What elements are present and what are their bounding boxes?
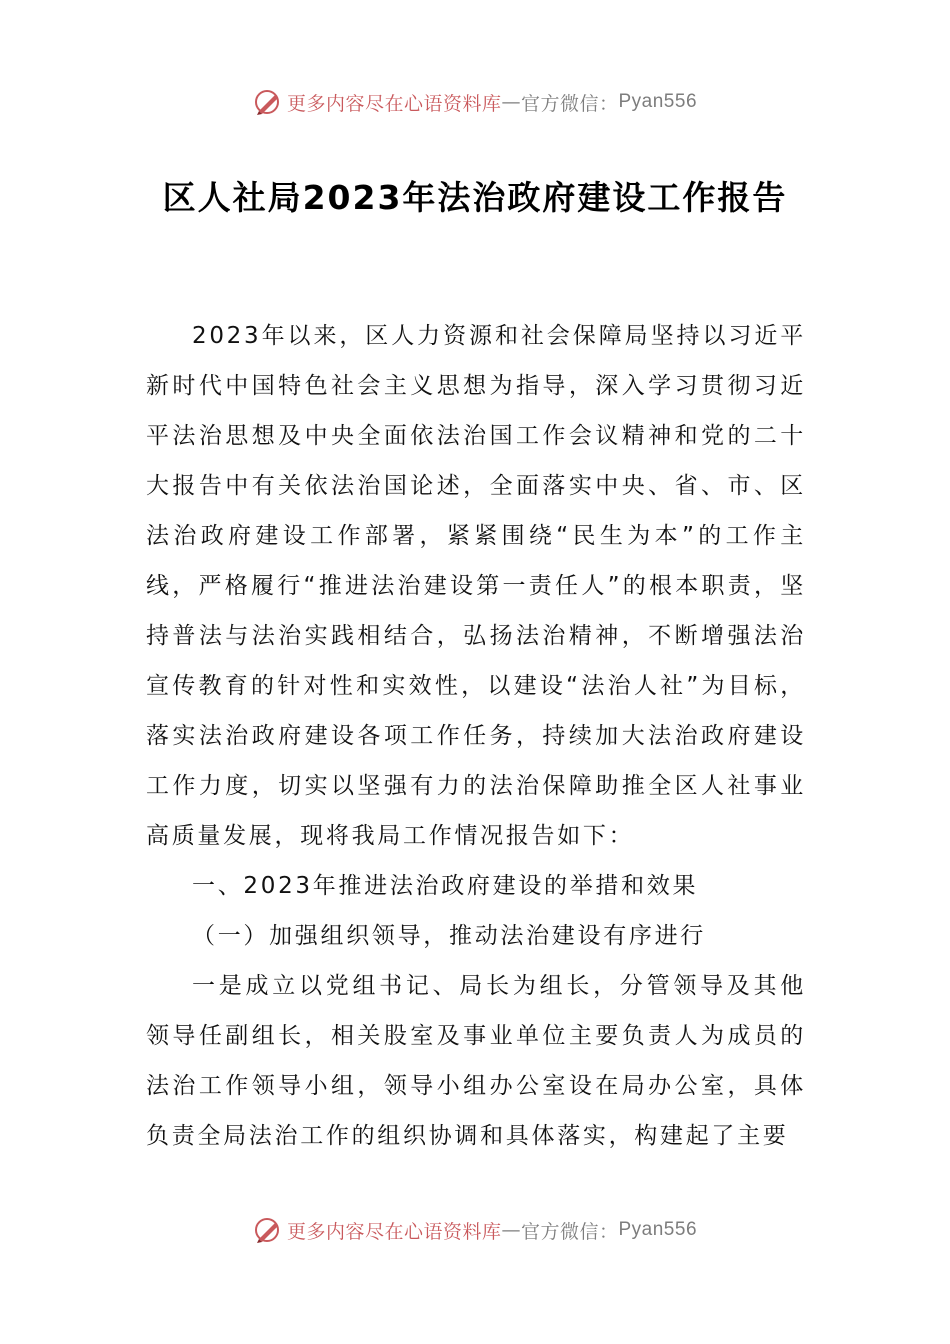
intro-paragraph: 2023年以来，区人力资源和社会保障局坚持以习近平新时代中国特色社会主义思想为指导，深入学习贯彻习近平法治思想及中央全面依法治国工作会议精神和党的二十大报告中有关依法治国论述，全面落实中央、省、市、区法治政府建设工作部署，紧紧围绕“民生为本”的工作主线，严格履行“推进法治建设第一责任人”的根本职责，坚持普法与法治实践相结合，弘扬法治精神，不断增强法治宣传教育的针对性和实效性，以建设“法治人社”为目标，落实法治政府建设各项工作任务，持续加大法治政府建设工作力度，切实以坚强有力的法治保障助推全区人社事业高质量发展，现将我局工作情况报告如下： <box>146 323 806 849</box>
section-heading: 一、2023年推进法治政府建设的举措和效果 <box>192 873 699 899</box>
watermark-site-text: 更多内容尽在心语资料库 <box>286 1220 502 1243</box>
watermark-wechat-label: 官方微信： <box>520 1220 619 1243</box>
watermark-wechat-id: Pyan556 <box>618 91 698 112</box>
watermark-header <box>0 82 950 122</box>
document-title: 区人社局2023年法治政府建设工作报告 <box>162 178 788 217</box>
watermark-separator: — <box>501 1219 521 1241</box>
watermark-separator: — <box>501 91 521 113</box>
subsection-heading: （一）加强组织领导，推动法治建设有序进行 <box>192 923 706 949</box>
document-body <box>146 311 806 1161</box>
watermark-wechat-label: 官方微信： <box>520 92 619 115</box>
watermark-footer <box>0 1210 950 1250</box>
watermark-site-text: 更多内容尽在心语资料库 <box>286 92 502 115</box>
body-paragraph: 一是成立以党组书记、局长为组长，分管领导及其他领导任副组长，相关股室及事业单位主要负责人为成员的法治工作领导小组，领导小组办公室设在局办公室，具体负责全局法治工作的组织协调和具体落实，构建起了主要 <box>146 973 806 1149</box>
watermark-wechat-id: Pyan556 <box>618 1219 698 1240</box>
pen-logo-icon <box>253 87 283 117</box>
pen-logo-icon <box>253 1215 283 1245</box>
